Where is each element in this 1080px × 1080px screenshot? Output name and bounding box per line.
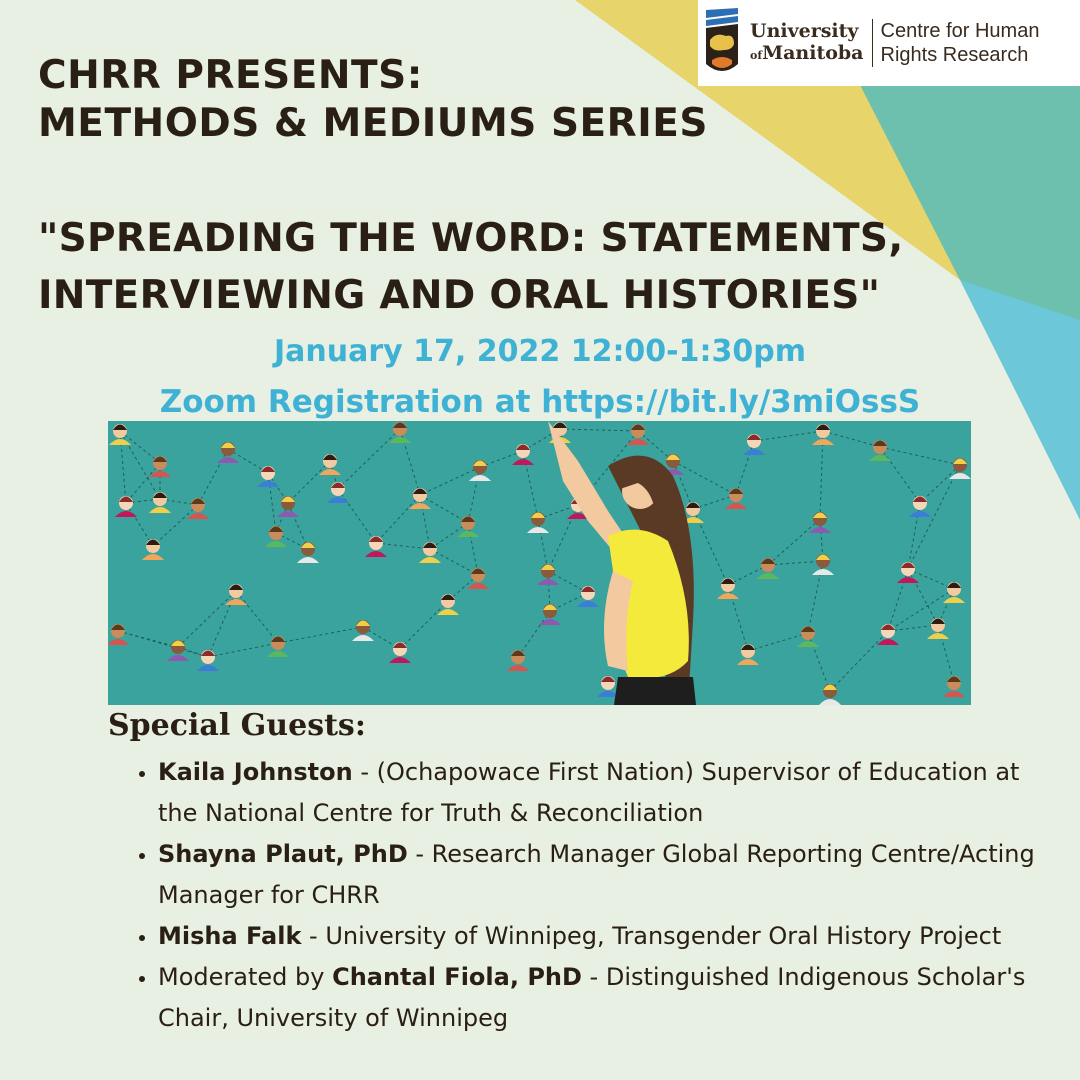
university-line2 <box>750 42 864 67</box>
university-line1: University <box>750 19 859 42</box>
zoom-registration-link[interactable]: Zoom Registration at https://bit.ly/3miOssS <box>159 384 921 420</box>
person-avatar-icon <box>819 684 841 705</box>
title-line2: METHODS & MEDIUMS SERIES <box>38 101 708 146</box>
person-avatar-icon <box>115 496 137 517</box>
event-title-line1: "SPREADING THE WORD: STATEMENTS, <box>38 216 904 261</box>
guest-list <box>120 752 1038 1039</box>
person-avatar-icon <box>743 434 765 455</box>
bison-crest-icon <box>702 4 742 82</box>
person-avatar-icon <box>457 516 479 537</box>
network-illustration <box>108 421 971 705</box>
person-avatar-icon <box>197 650 219 671</box>
person-avatar-icon <box>365 536 387 557</box>
guest-item <box>158 752 1038 834</box>
person-avatar-icon <box>467 568 489 589</box>
person-avatar-icon <box>507 650 529 671</box>
moderator-name: Chantal Fiola, PhD <box>332 963 582 991</box>
person-avatar-icon <box>149 492 171 513</box>
event-title <box>38 210 903 324</box>
person-avatar-icon <box>527 512 549 533</box>
guest-name: Shayna Plaut, PhD <box>158 840 408 868</box>
person-avatar-icon <box>927 618 949 639</box>
centre-line2: Rights Research <box>880 44 1029 66</box>
person-avatar-icon <box>419 542 441 563</box>
guest-details: - University of Winnipeg, Transgender Oral History Project <box>301 922 1002 950</box>
person-avatar-icon <box>149 456 171 477</box>
event-title-line2: INTERVIEWING AND ORAL HISTORIES" <box>38 273 881 318</box>
person-avatar-icon <box>909 496 931 517</box>
person-avatar-icon <box>217 442 239 463</box>
guest-details: - (Ochapowace First Nation) Supervisor of Education at the National Centre for Truth & Reconciliation <box>158 758 1020 827</box>
person-avatar-icon <box>109 424 131 445</box>
person-avatar-icon <box>943 676 965 697</box>
guest-item <box>158 834 1038 916</box>
person-avatar-icon <box>537 564 559 585</box>
centre-line1: Centre for Human <box>880 20 1040 42</box>
moderator-prefix: Moderated by <box>158 963 333 991</box>
person-avatar-icon <box>167 640 189 661</box>
special-guests-heading: Special Guests: <box>108 708 366 743</box>
person-avatar-icon <box>812 424 834 445</box>
page-title <box>38 52 708 148</box>
person-avatar-icon <box>277 496 299 517</box>
person-avatar-icon <box>512 444 534 465</box>
person-avatar-icon <box>108 624 129 645</box>
guest-item <box>158 916 1038 957</box>
person-avatar-icon <box>225 584 247 605</box>
moderator-item <box>158 957 1038 1039</box>
title-line1: CHRR PRESENTS: <box>38 53 423 98</box>
logo-divider <box>872 19 873 67</box>
university-of: of <box>750 48 763 62</box>
person-avatar-icon <box>142 539 164 560</box>
person-avatar-icon <box>409 488 431 509</box>
person-avatar-icon <box>389 422 411 443</box>
university-manitoba: Manitoba <box>762 41 864 64</box>
person-avatar-icon <box>297 542 319 563</box>
event-date-time: January 17, 2022 12:00-1:30pm <box>274 334 806 369</box>
person-avatar-icon <box>437 594 459 615</box>
person-avatar-icon <box>949 458 971 479</box>
person-avatar-icon <box>319 454 341 475</box>
person-avatar-icon <box>352 620 374 641</box>
person-avatar-icon <box>797 626 819 647</box>
person-avatar-icon <box>627 424 649 445</box>
person-avatar-icon <box>812 554 834 575</box>
guest-name: Kaila Johnston <box>158 758 353 786</box>
network-illustration-graphic <box>108 421 971 705</box>
person-avatar-icon <box>267 636 289 657</box>
person-avatar-icon <box>877 624 899 645</box>
guest-name: Misha Falk <box>158 922 302 950</box>
person-avatar-icon <box>187 498 209 519</box>
person-avatar-icon <box>943 582 965 603</box>
centre-name <box>881 19 1040 67</box>
person-avatar-icon <box>389 642 411 663</box>
university-logo <box>698 0 1080 86</box>
guest-details: - Research Manager Global Reporting Centre/Acting Manager for CHRR <box>158 840 1035 909</box>
moderator-details: - Distinguished Indigenous Scholar's Chair, University of Winnipeg <box>158 963 1026 1032</box>
person-avatar-icon <box>737 644 759 665</box>
person-avatar-icon <box>809 512 831 533</box>
university-name <box>750 20 864 67</box>
